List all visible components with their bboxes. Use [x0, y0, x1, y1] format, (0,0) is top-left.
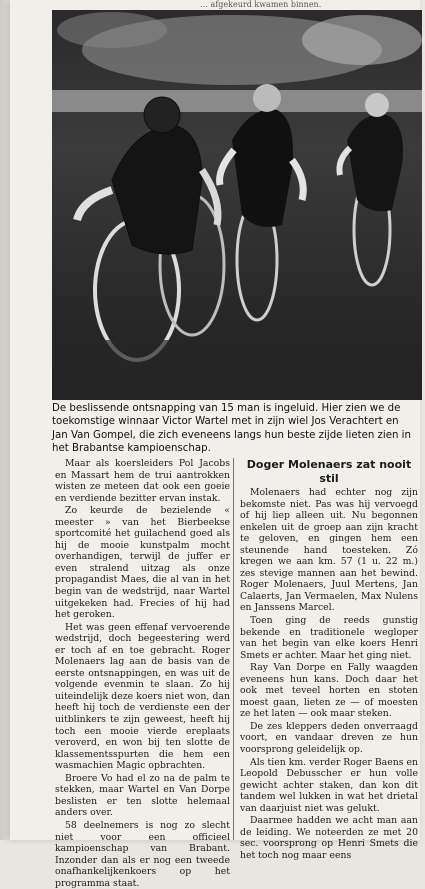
- column-divider: [233, 458, 234, 840]
- cyclists-illustration: [52, 10, 422, 400]
- paragraph: Molenaers had echter nog zijn bekomste niet. Pas was hij vervoegd of hij liep alleen uit. Nu begonnen enkelen uit de groep aan zijn kracht te geloven, en gingen hem een steunende hand toesteken. Zó kregen we aan km. 57 (1 u. 22 m.) zes stevige mannen aan het bewind. Roger Molenaers, Juul Mertens, Jan Calaerts, Jan Vermaelen, Max Nulens en Janssens Marcel.: [240, 487, 418, 614]
- paragraph: Zo keurde de bezielende « meester » van het Bierbeekse sportcomité het guilachend goed als hij de mooie kunstpalm mocht overhandigen, terwijl de juffer er even stralend uitzag als onze propagandist Maes, die al van in het begin van de wedstrijd, naar Wartel uitgekeken had. Frecies of hij had het geroken.: [55, 505, 230, 621]
- paragraph: Als tien km. verder Roger Baens en Leopold Debusscher er hun volle gewicht achter staken, dan kon dit tandem wel lukken in wat het drietal van daarjuist niet was gelukt.: [240, 756, 418, 814]
- article-left-column: [55, 458, 230, 889]
- paragraph: Maar als koersleiders Pol Jacobs en Massart hem de trui aantrokken wisten ze meteen dat ook een goeie en verdiende bezitter ervan instak.: [55, 458, 230, 504]
- paragraph: Broere Vo had el zo na de palm te stekken, maar Wartel en Van Dorpe beslisten er ten slotte helemaal anders over.: [55, 772, 230, 819]
- paragraph: De zes kleppers deden onverraagd voort, en vandaar dreven ze hun voorsprong geleidelijk op.: [240, 720, 418, 756]
- article-right-column: [240, 458, 418, 861]
- photo-caption: De beslissende ontsnapping van 15 man is ingeluid. Hier zien we de toekomstige winnaar Victor Wartel met in zijn wiel Jos Verachtert en Jan Van Gompel, die zich eveneens langs hun beste zijde lieten zien in het Brabantse kampioenschap.: [52, 403, 411, 454]
- paragraph: Daarmee hadden we acht man aan de leiding. We noteerden ze met 20 sec. voorsprong op Henri Smets die het toch nog maar eens: [240, 815, 418, 861]
- paragraph: 58 deelnemers is nog zo slecht niet voor een officieel kampioenschap van Brabant. Inzonder dan als er nog een tweede onafhankelijkenkoers op het programma staat.: [55, 819, 230, 889]
- header-strip: … afgekeurd kwamen binnen.: [200, 0, 322, 9]
- paragraph: Het was geen effenaf vervoerende wedstrijd, doch begeestering werd er toch af en toe gebracht. Roger Molenaers lag aan de basis van de eerste ontsnappingen, en was uit de volgende evenmin te slaan. Zo hij uiteindelijk deze koers niet won, dan heeft hij toch de verdienste een der uitblinkers te zijn geweest, heeft hij toch een mooie vierde ereplaats veroverd, en won bij ten slotte de klassementsspurten die hem een wasmachien Magic opbrachten.: [55, 621, 230, 772]
- section-headline: Doger Molenaers zat nooit stil: [246, 458, 412, 485]
- race-photo: [52, 10, 422, 400]
- paragraph: Ray Van Dorpe en Fally waagden eveneens hun kans. Doch daar het ook met teveel horten en stoten moest gaan, lieten ze — of moesten ze het laten — ook maar steken.: [240, 662, 418, 720]
- paragraph: Toen ging de reeds gunstig bekende en traditionele wegloper van het begin van elke koers Henri Smets er achter. Maar het ging niet.: [240, 615, 418, 661]
